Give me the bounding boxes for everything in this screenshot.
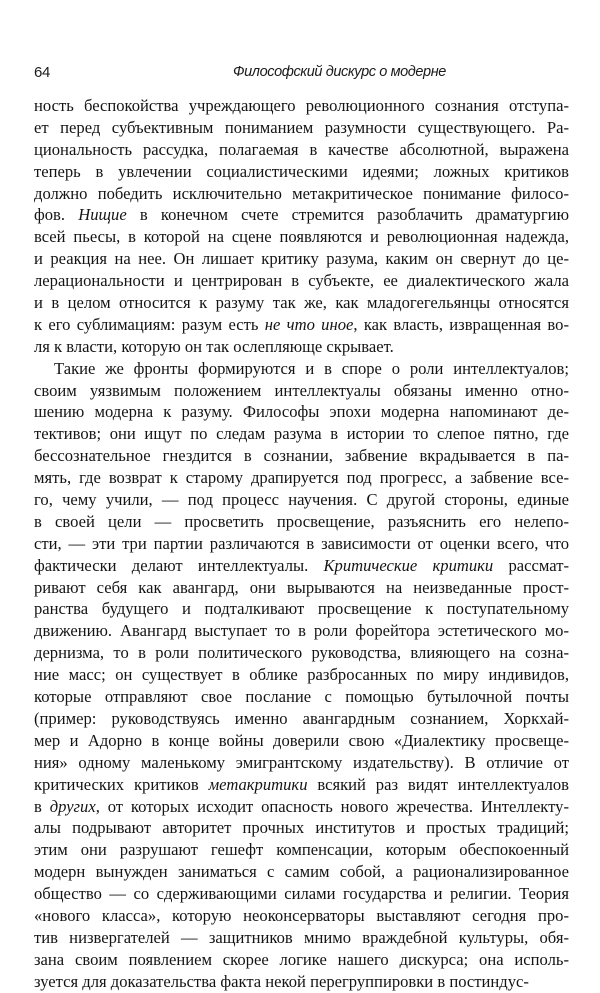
text-line bbox=[34, 226, 569, 248]
text-line bbox=[34, 161, 569, 183]
text-run: к его сублимациям: разум есть bbox=[34, 314, 265, 334]
text-run: сти, — эти три партии различаются в зависимости от оценки всего, что bbox=[34, 533, 569, 553]
text-run: ранства будущего и подталкивают просвещение к поступательному bbox=[34, 599, 569, 619]
text-line bbox=[34, 949, 569, 971]
text-run: должно победить исключительно метакритическое понимание филосо- bbox=[34, 183, 569, 203]
text-line bbox=[34, 620, 569, 642]
text-run: , от которых исходит опасность нового жречества. Интеллекту- bbox=[95, 796, 570, 816]
text-run: шению модерна к разуму. Философы эпохи модерна напоминают де- bbox=[34, 402, 569, 422]
text-line bbox=[34, 598, 569, 620]
text-run: которые отправляют свое послание с помощью бутылочной почты bbox=[34, 687, 569, 707]
text-run: своим уязвимым положением интеллектуалы обязаны именно отно- bbox=[34, 380, 569, 400]
text-run: лерациональности и центрирован в субъекте, ее диалектического жала bbox=[34, 271, 569, 291]
text-run: зана своим появлением скорее логике нашего дискурса; она исполь- bbox=[34, 949, 569, 969]
text-line bbox=[34, 664, 569, 686]
text-line bbox=[34, 817, 569, 839]
text-run: фов. bbox=[34, 205, 79, 225]
text-run: циональность рассудка, полагаемая в качестве абсолютной, выражена bbox=[34, 139, 569, 159]
text-line bbox=[34, 248, 569, 270]
body-text bbox=[34, 95, 569, 993]
text-run: в bbox=[34, 796, 50, 816]
text-line bbox=[34, 730, 569, 752]
text-run: модерн вынужден заниматься с самим собой, а рационализированное bbox=[34, 862, 569, 882]
text-line bbox=[34, 204, 569, 226]
text-run: всякий раз видят интеллектуалов bbox=[307, 774, 569, 794]
text-run: движению. Авангард выступает то в роли форейтора эстетического мо- bbox=[34, 621, 569, 641]
text-line bbox=[34, 533, 569, 555]
text-run: «нового класса», которую неоконсерваторы выставляют сегодня про- bbox=[34, 905, 569, 925]
text-line bbox=[34, 686, 569, 708]
text-run: и в целом относится к разуму так же, как младогегельянцы относятся bbox=[34, 293, 569, 313]
italic-term: Критические критики bbox=[323, 555, 494, 575]
text-run: ность беспокойства учреждающего революционного сознания отступа- bbox=[34, 96, 569, 115]
text-line bbox=[34, 839, 569, 861]
text-run: Такие же фронты формируются и в споре о роли интеллектуалов; bbox=[54, 358, 569, 378]
text-run: мер и Адорно в конце войны доверили свою «Диалектику просвеще- bbox=[34, 730, 569, 750]
italic-term: не что иное bbox=[264, 314, 354, 334]
text-run: ния» одному маленькому эмигрантскому издательству). В отличие от bbox=[34, 752, 569, 772]
text-line bbox=[34, 555, 569, 577]
text-line bbox=[34, 270, 569, 292]
text-run: , как власть, извращенная во- bbox=[353, 314, 569, 334]
text-line bbox=[34, 292, 569, 314]
paragraph bbox=[34, 358, 569, 993]
text-run: бессознательное гнездится в сознании, забвение вкрадывается в па- bbox=[34, 446, 569, 466]
text-run: (пример: руководствуясь именно авангардным сознанием, Хоркхай- bbox=[34, 708, 569, 728]
text-line bbox=[34, 861, 569, 883]
text-line bbox=[34, 883, 569, 905]
page-number: 64 bbox=[34, 64, 51, 81]
text-run: рассмат- bbox=[493, 555, 569, 575]
italic-term: других bbox=[49, 796, 96, 816]
text-run: фактически делают интеллектуалы. bbox=[34, 555, 324, 575]
text-run: алы подрывают авторитет прочных институтов и простых традиций; bbox=[34, 818, 569, 838]
text-line bbox=[34, 927, 569, 949]
text-line bbox=[34, 117, 569, 139]
text-line bbox=[34, 380, 569, 402]
page-header bbox=[0, 64, 600, 88]
text-line bbox=[34, 401, 569, 423]
text-run: ние масс; он существует в облике разбросанных по миру индивидов, bbox=[34, 665, 569, 685]
text-line bbox=[34, 139, 569, 161]
text-line bbox=[34, 95, 569, 117]
text-run: ет перед субъективным пониманием разумности существующего. Ра- bbox=[34, 117, 569, 137]
text-line bbox=[34, 752, 569, 774]
text-line bbox=[34, 642, 569, 664]
text-line bbox=[34, 577, 569, 599]
text-line bbox=[34, 314, 569, 336]
text-run: дернизма, то в роли политического руководства, влияющего на созна- bbox=[34, 643, 569, 663]
text-line bbox=[34, 336, 569, 358]
text-line bbox=[34, 489, 569, 511]
text-run: критических критиков bbox=[34, 774, 209, 794]
text-run: и реакция на нее. Он лишает критику разума, каким он свернут до це- bbox=[34, 249, 569, 269]
text-line bbox=[34, 423, 569, 445]
text-run: в конечном счете стремится разоблачить драматургию bbox=[126, 205, 569, 225]
text-run: в своей цели — просветить просвещение, разъяснить его нелепо- bbox=[34, 511, 569, 531]
text-run: этим они разрушают гешефт компенсации, которым обеспокоенный bbox=[34, 840, 569, 860]
text-line bbox=[34, 708, 569, 730]
text-run: го, чему учили, — под процесс научения. С другой стороны, единые bbox=[34, 490, 569, 510]
running-title: Философский дискурс о модерне bbox=[233, 64, 446, 80]
italic-term: метакритики bbox=[208, 774, 308, 794]
text-run: тективов; они ищут по следам разума в истории то слепое пятно, где bbox=[34, 424, 569, 444]
text-run: тив низвергателей — защитников мнимо враждебной культуры, обя- bbox=[34, 927, 569, 947]
text-line bbox=[34, 796, 569, 818]
paragraph bbox=[34, 95, 569, 358]
italic-term: Нищие bbox=[78, 205, 127, 225]
text-run: общество — со сдерживающими силами государства и религии. Теория bbox=[34, 884, 569, 904]
text-run: теперь в увлечении социалистическими идеями; ложных критиков bbox=[34, 161, 569, 181]
text-run: зуется для доказательства факта некой перегруппировки в постиндус- bbox=[34, 971, 529, 991]
text-line bbox=[34, 905, 569, 927]
text-line bbox=[34, 358, 569, 380]
text-run: всей пьесы, в которой на сцене появляются и революционная надежда, bbox=[34, 227, 569, 247]
text-run: ривают себя как авангард, они вырываются на неизведанные прост- bbox=[34, 577, 569, 597]
text-line bbox=[34, 445, 569, 467]
text-run: мять, где возврат к старому драпируется под прогресс, а забвение все- bbox=[34, 468, 569, 488]
text-line bbox=[34, 511, 569, 533]
text-run: ля к власти, которую он так ослепляюще скрывает. bbox=[34, 336, 394, 356]
text-line bbox=[34, 183, 569, 205]
text-line bbox=[34, 467, 569, 489]
text-line bbox=[34, 774, 569, 796]
